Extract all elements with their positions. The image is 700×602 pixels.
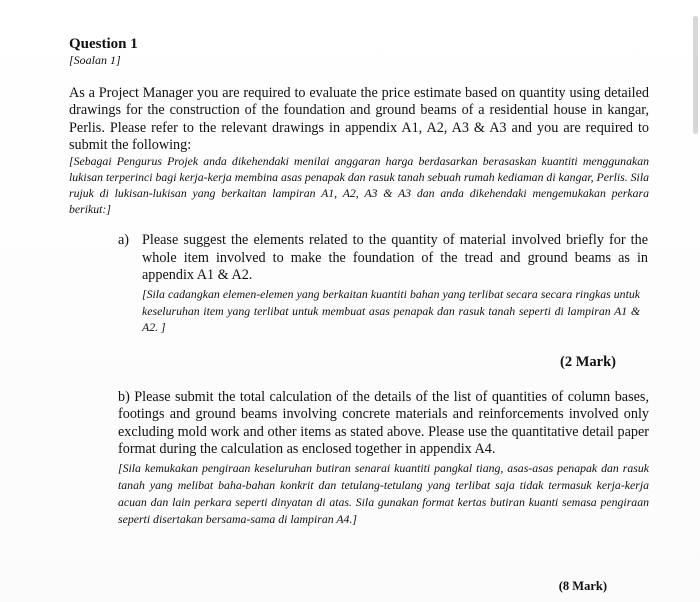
part-b-marks: (8 Mark) (558, 579, 607, 593)
part-a-english-text: Please suggest the elements related to the quantity of material involved briefly for the whole item involved to make the foundation of the tread and ground beams as in appendix A1 & A2. (142, 232, 648, 284)
intro-malay-text: [Sebagai Pengurus Projek anda dikehendaki menilai anggaran harga berdasarkan berasaskan kuantiti menggunakan lukisan terperinci bagi kerja-kerja membina asas penapak dan rasuk tanah sebuah rumah kediaman di kangar, Perlis. Sila rujuk di lukisan-lukisan yang berkaitan lampiran A1, A2, A3 & A3 dan anda dikehendaki mengemukakan perkara berikut:] (69, 154, 649, 216)
part-a-marker: a) (118, 232, 130, 248)
question-subtitle: [Soalan 1] (69, 53, 121, 67)
part-b-malay-text: [Sila kemukakan pengiraan keseluruhan butiran senarai kuantiti pangkal tiang, asas-asas penapak dan rasuk tanah yang melibat baha-bahan konkrit dan tetulang-tetulang yang terlibat saja tidak termasuk kerja-kerja acuan dan lain perkara seperti dinyatan di atas. Sila gunakan format kertas butiran kuanti semasa pengiraan seperti disertakan bersama-sama di lampiran A4.] (118, 461, 649, 526)
question-title: Question 1 (69, 36, 138, 52)
part-a-malay-text: [Sila cadangkan elemen-elemen yang berkaitan kuantiti bahan yang terlibat secara secara ringkas untuk keseluruhan item yang terlibat untuk membuat asas penapak dan rasuk tanah seperti di lampiran A1 & A2. ] (142, 287, 640, 335)
vertical-scrollbar[interactable] (693, 16, 698, 134)
intro-english-text: As a Project Manager you are required to evaluate the price estimate based on quantity using detailed drawings for the construction of the foundation and ground beams of a residential house in kangar, Perlis. Please refer to the relevant drawings in appendix A1, A2, A3 & A3 and you are required to submit the following: (69, 85, 649, 154)
part-a-marks: (2 Mark) (560, 354, 616, 370)
part-b-english-text: b) Please submit the total calculation of the details of the list of quantities of column bases, footings and ground beams involving concrete materials and reinforcements involved only excluding mold work and other items as stated above. Please use the quantitative detail paper format during the calculation as enclosed together in appendix A4. (118, 389, 649, 458)
